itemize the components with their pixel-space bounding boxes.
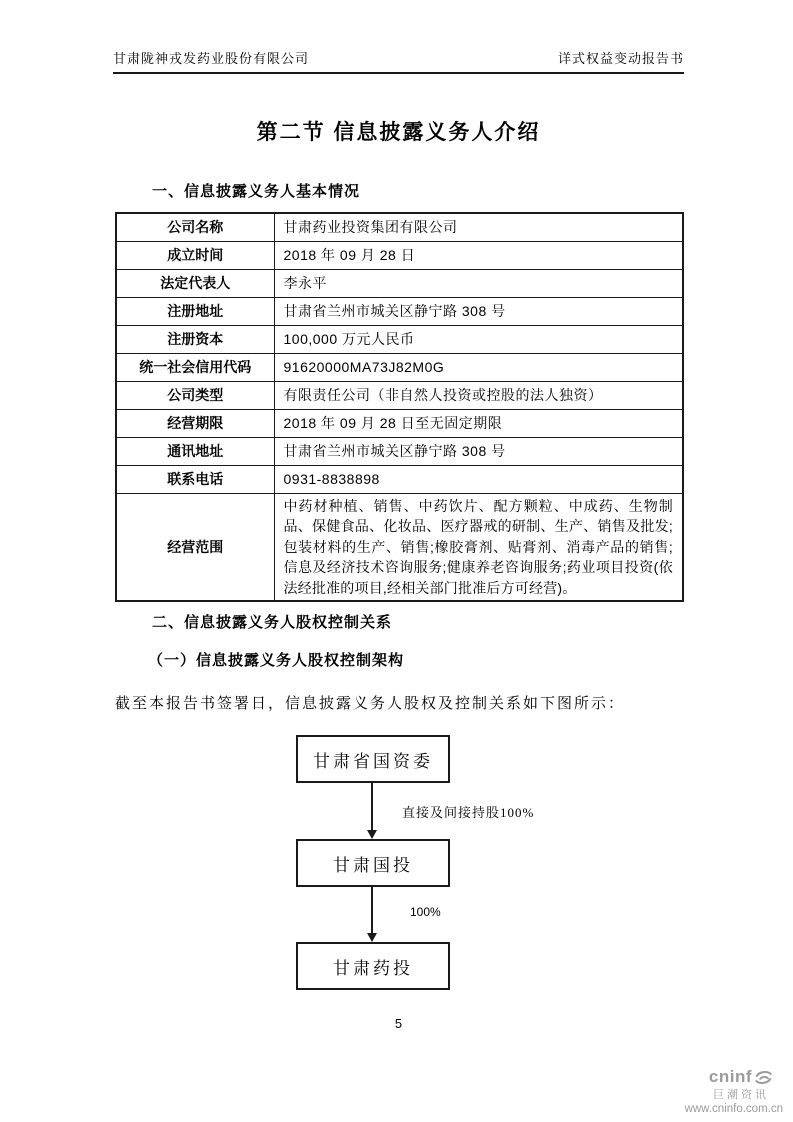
field-label: 注册地址: [116, 297, 274, 325]
field-value: 甘肃药业投资集团有限公司: [274, 213, 683, 241]
table-row: [116, 493, 683, 601]
field-label: 联系电话: [116, 465, 274, 493]
cninfo-swirl-icon: [754, 1068, 773, 1087]
arrow-line-2: [371, 887, 373, 935]
field-value: 2018 年 09 月 28 日: [274, 241, 683, 269]
table-row: [116, 409, 683, 437]
field-value: 2018 年 09 月 28 日至无固定期限: [274, 409, 683, 437]
table-row: [116, 325, 683, 353]
header-company-name: 甘肃陇神戎发药业股份有限公司: [113, 51, 310, 66]
field-label: 法定代表人: [116, 269, 274, 297]
arrow-down-icon: [367, 830, 377, 839]
table-row: [116, 241, 683, 269]
basic-info-table: [115, 212, 684, 602]
cninfo-chinese-name: 巨潮资讯: [713, 1089, 769, 1101]
header-report-type: 详式权益变动报告书: [557, 51, 684, 66]
diagram-node-gansu-yaotou: 甘肃药投: [296, 942, 450, 990]
table-row: [116, 465, 683, 493]
table-row: [116, 213, 683, 241]
field-label: 经营期限: [116, 409, 274, 437]
basic-info-table-wrap: [115, 212, 684, 602]
page-title: 第二节 信息披露义务人介绍: [256, 121, 541, 144]
field-value: 甘肃省兰州市城关区静宁路 308 号: [274, 297, 683, 325]
document-header: [113, 48, 684, 74]
field-label: 注册资本: [116, 325, 274, 353]
arrow-line-1: [371, 783, 373, 832]
field-value: 中药材种植、销售、中药饮片、配方颗粒、中成药、生物制品、保健食品、化妆品、医疗器戒的研制、生产、销售及批发;包装材料的生产、销售;橡胶膏剂、贴膏剂、消毒产品的销售;信息及经济技术咨询服务;健康养老咨询服务;药业项目投资(依法经批准的项目,经相关部门批准后方可经营)。: [274, 493, 683, 601]
field-value: 0931-8838898: [274, 465, 683, 493]
field-label: 通讯地址: [116, 437, 274, 465]
field-value: 李永平: [274, 269, 683, 297]
cninfo-url: www.cninfo.com.cn: [684, 1103, 783, 1116]
section-heading-ownership: 二、信息披露义务人股权控制关系: [152, 614, 393, 631]
field-label: 成立时间: [116, 241, 274, 269]
ownership-intro-paragraph: 截至本报告书签署日，信息披露义务人股权及控制关系如下图所示：: [115, 696, 626, 712]
page-number: 5: [394, 1016, 403, 1031]
field-label: 经营范围: [116, 493, 274, 601]
edge-label-holding-1: 直接及间接持股100%: [402, 805, 535, 820]
field-label: 公司类型: [116, 381, 274, 409]
cninfo-brand-text: cninf: [708, 1067, 752, 1087]
table-row: [116, 353, 683, 381]
diagram-node-gansu-guotou: 甘肃国投: [296, 839, 450, 887]
diagram-node-gansu-sasac: 甘肃省国资委: [296, 735, 450, 783]
field-label: 统一社会信用代码: [116, 353, 274, 381]
table-row: [116, 269, 683, 297]
section-heading-basic-info: 一、信息披露义务人基本情况: [152, 183, 361, 200]
table-row: [116, 437, 683, 465]
field-value: 91620000MA73J82M0G: [274, 353, 683, 381]
cninfo-logo: [617, 1068, 787, 1116]
field-label: 公司名称: [116, 213, 274, 241]
edge-label-holding-2: 100%: [410, 905, 441, 919]
table-row: [116, 297, 683, 325]
field-value: 甘肃省兰州市城关区静宁路 308 号: [274, 437, 683, 465]
table-row: [116, 381, 683, 409]
field-value: 100,000 万元人民币: [274, 325, 683, 353]
subsection-heading-structure: （一）信息披露义务人股权控制架构: [148, 652, 405, 669]
field-value: 有限责任公司（非自然人投资或控股的法人独资）: [274, 381, 683, 409]
arrow-down-icon: [367, 933, 377, 942]
